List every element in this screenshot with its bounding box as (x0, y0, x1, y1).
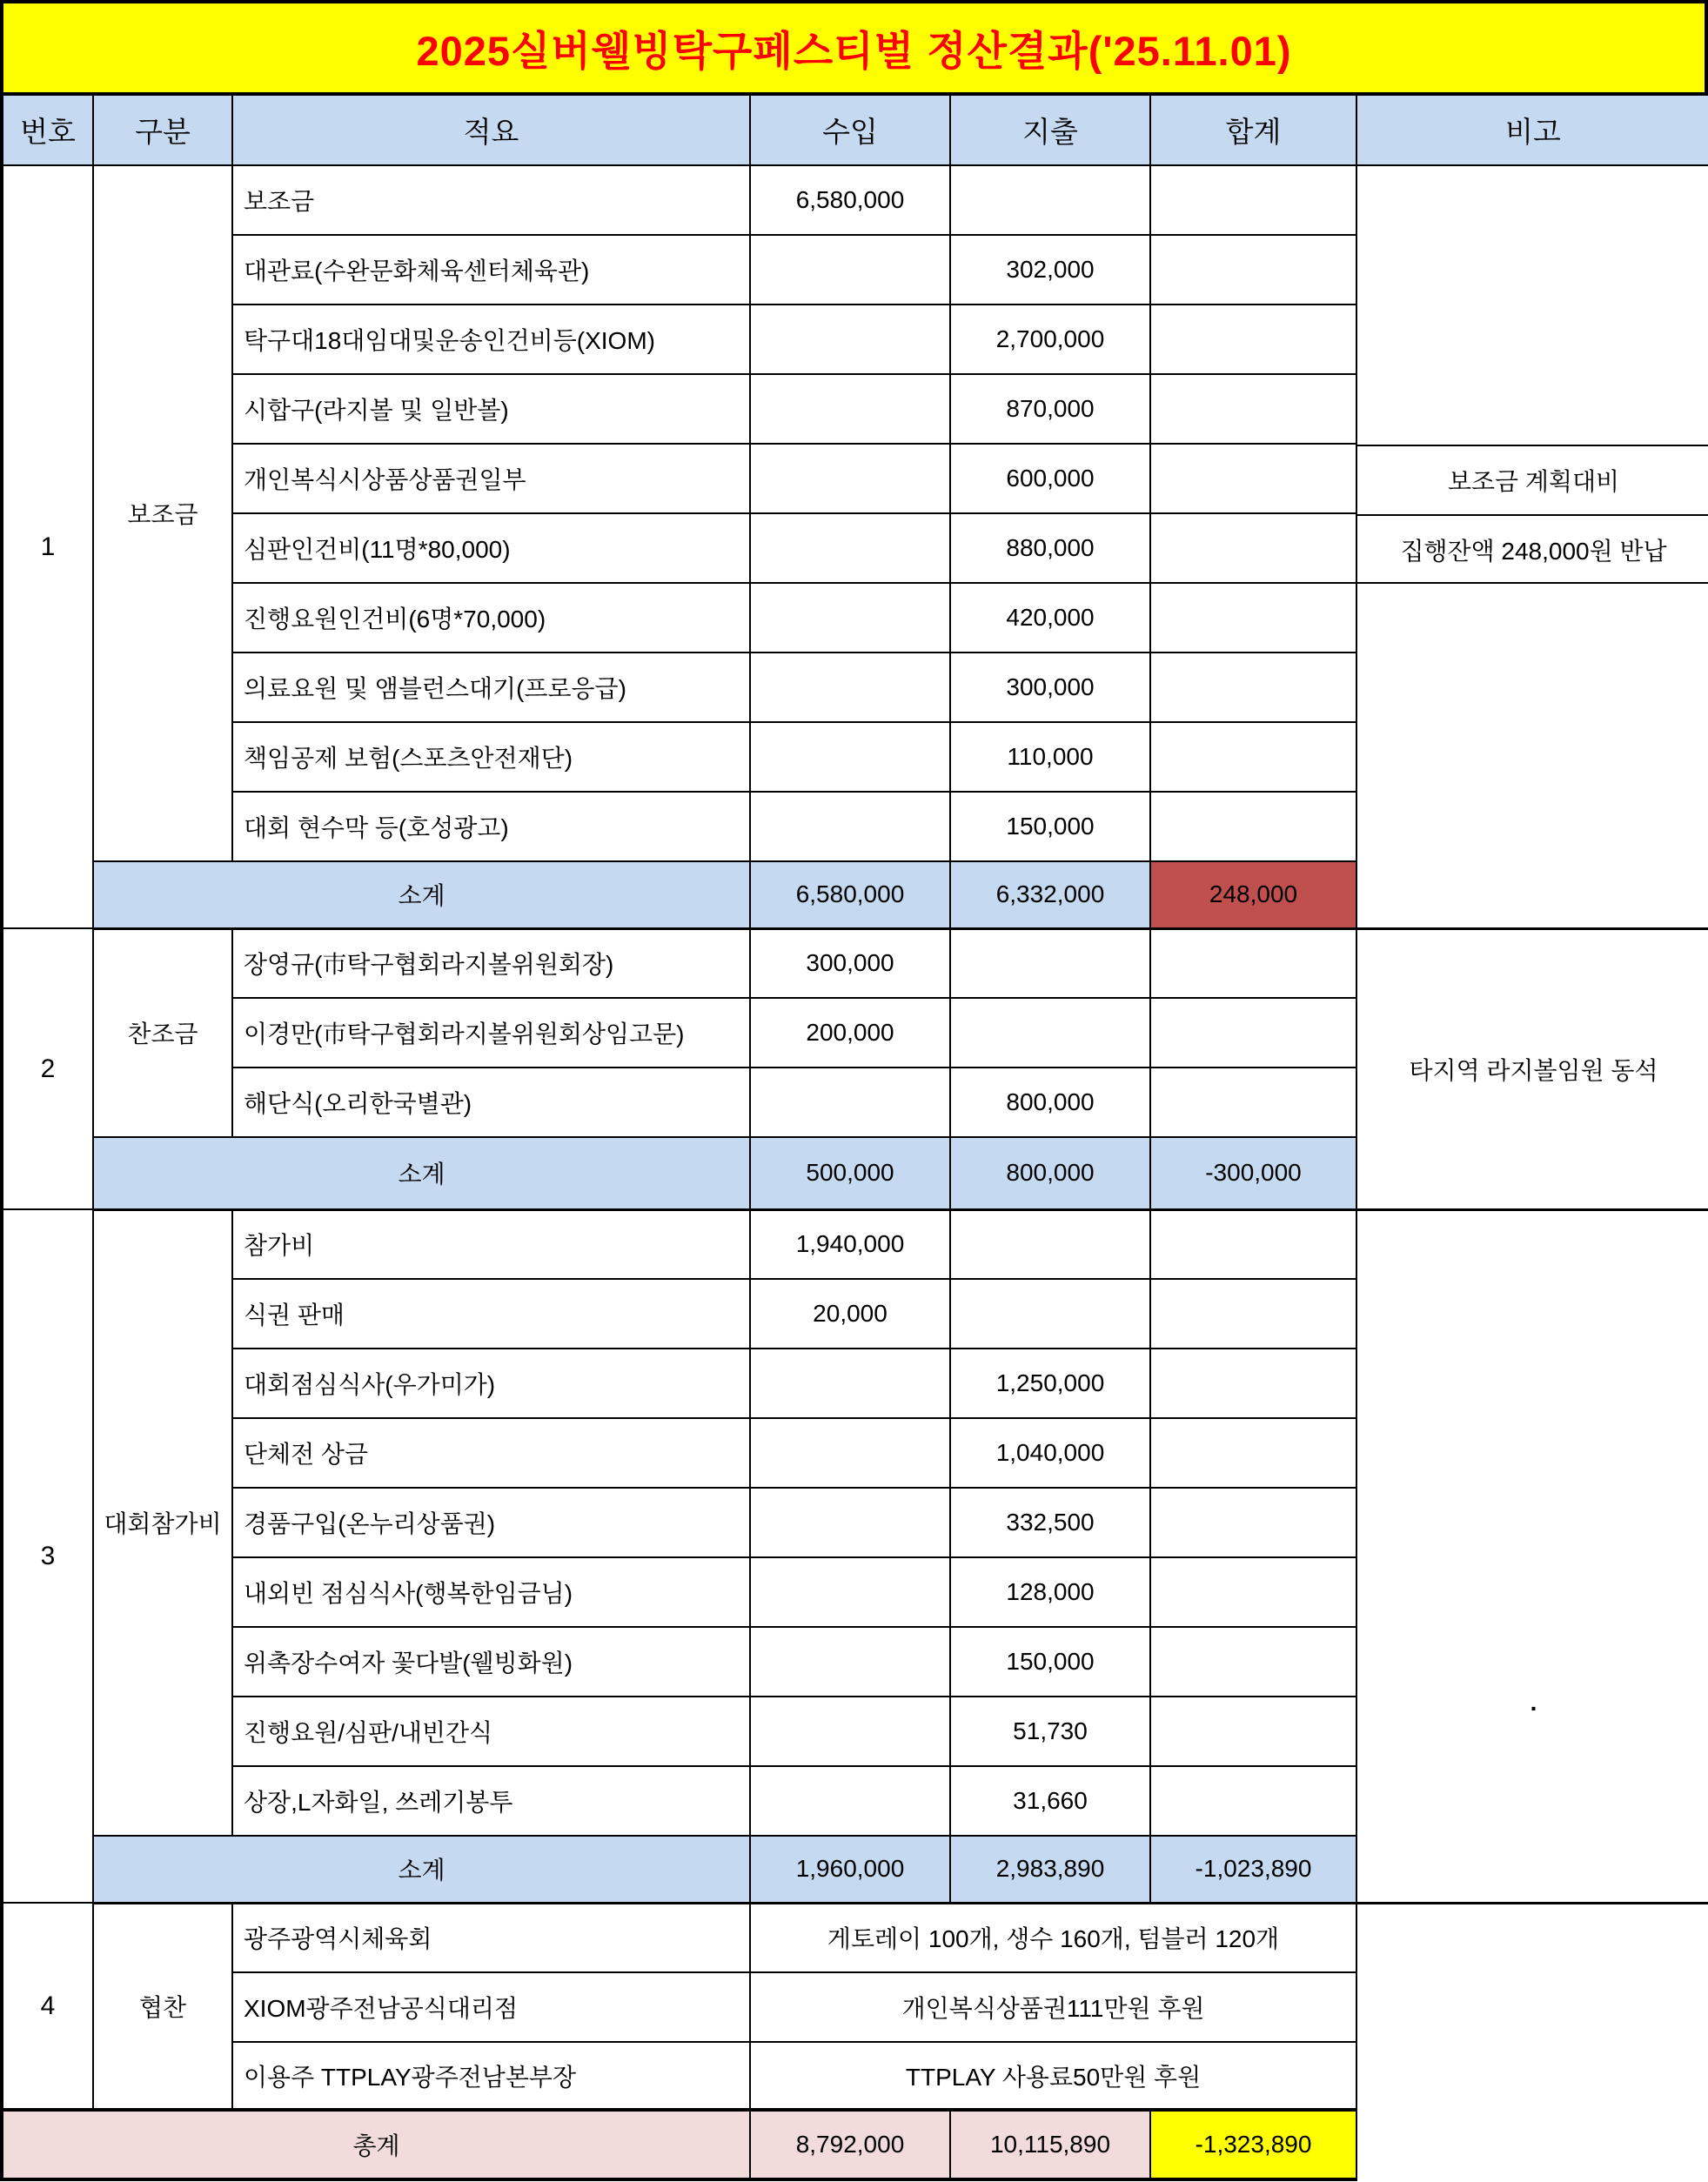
income-cell: 1,940,000 (750, 1209, 950, 1279)
income-cell (750, 305, 950, 374)
header-description: 적요 (232, 96, 750, 165)
desc-cell: 해단식(오리한국별관) (232, 1068, 750, 1137)
table-row (2, 1209, 1708, 1279)
expense-cell: 300,000 (950, 653, 1150, 722)
total-cell (1150, 1627, 1356, 1697)
section2-category: 찬조금 (93, 928, 232, 1137)
total-cell (1150, 374, 1356, 444)
grand-total-row (2, 2110, 1708, 2179)
expense-cell: 2,700,000 (950, 305, 1150, 374)
income-cell (750, 1627, 950, 1697)
income-cell: 6,580,000 (750, 165, 950, 235)
expense-cell (950, 165, 1150, 235)
grand-total-expense: 10,115,890 (950, 2110, 1150, 2179)
expense-cell (950, 998, 1150, 1068)
income-cell (750, 722, 950, 792)
sponsor-detail-cell: TTPLAY 사용료50만원 후원 (750, 2042, 1356, 2110)
desc-cell: 상장,L자화일, 쓰레기봉투 (232, 1766, 750, 1836)
total-cell (1150, 1279, 1356, 1349)
subtotal-label: 소계 (93, 861, 750, 928)
expense-cell: 31,660 (950, 1766, 1150, 1836)
desc-cell: 이용주 TTPLAY광주전남본부장 (232, 2042, 750, 2110)
desc-cell: 심판인건비(11명*80,000) (232, 513, 750, 583)
desc-cell: 개인복식시상품상품권일부 (232, 444, 750, 513)
expense-cell (950, 1279, 1150, 1349)
subtotal-label: 소계 (93, 1836, 750, 1903)
income-cell (750, 1349, 950, 1418)
income-cell (750, 235, 950, 305)
section1-remark (1356, 165, 1708, 928)
total-cell (1150, 444, 1356, 513)
total-cell (1150, 792, 1356, 861)
total-cell (1150, 305, 1356, 374)
desc-cell: 광주광역시체육회 (232, 1903, 750, 1972)
income-cell (750, 1418, 950, 1488)
expense-cell: 1,250,000 (950, 1349, 1150, 1418)
desc-cell: 진행요원인건비(6명*70,000) (232, 583, 750, 653)
expense-cell: 110,000 (950, 722, 1150, 792)
grand-total-income: 8,792,000 (750, 2110, 950, 2179)
expense-cell: 800,000 (950, 1068, 1150, 1137)
page-title: 2025실버웰빙탁구페스티벌 정산결과('25.11.01) (0, 0, 1708, 96)
total-cell (1150, 1068, 1356, 1137)
expense-cell: 1,040,000 (950, 1418, 1150, 1488)
subtotal-expense: 2,983,890 (950, 1836, 1150, 1903)
desc-cell: 시합구(라지볼 및 일반볼) (232, 374, 750, 444)
section2-remark (1356, 928, 1708, 1209)
header-remark: 비고 (1356, 96, 1708, 165)
remark-note-line: 집행잔액 248,000원 반납 (1357, 514, 1708, 584)
total-cell (1150, 722, 1356, 792)
header-total: 합계 (1150, 96, 1356, 165)
desc-cell: 장영규(市탁구협회라지볼위원회장) (232, 928, 750, 998)
total-cell (1150, 1349, 1356, 1418)
grand-total-balance: -1,323,890 (1150, 2110, 1356, 2179)
desc-cell: 식권 판매 (232, 1279, 750, 1349)
subtotal-label: 소계 (93, 1137, 750, 1209)
income-cell (750, 653, 950, 722)
total-cell (1150, 1697, 1356, 1766)
subtotal-total: -1,023,890 (1150, 1836, 1356, 1903)
subtotal-income: 500,000 (750, 1137, 950, 1209)
desc-cell: 대관료(수완문화체육센터체육관) (232, 235, 750, 305)
section4-number: 4 (2, 1903, 93, 2110)
income-cell (750, 444, 950, 513)
expense-cell (950, 1209, 1150, 1279)
expense-cell: 332,500 (950, 1488, 1150, 1557)
expense-cell: 150,000 (950, 1627, 1150, 1697)
desc-cell: 단체전 상금 (232, 1418, 750, 1488)
desc-cell: 이경만(市탁구협회라지볼위원회상임고문) (232, 998, 750, 1068)
expense-cell: 302,000 (950, 235, 1150, 305)
total-cell (1150, 1418, 1356, 1488)
table-row (2, 165, 1708, 235)
total-cell (1150, 1557, 1356, 1627)
section4-remark (1356, 1903, 1708, 2110)
income-cell: 300,000 (750, 928, 950, 998)
desc-cell: XIOM광주전남공식대리점 (232, 1972, 750, 2042)
desc-cell: 의료요원 및 앰블런스대기(프로응급) (232, 653, 750, 722)
desc-cell: 경품구입(온누리상품권) (232, 1488, 750, 1557)
income-cell (750, 1557, 950, 1627)
total-cell (1150, 998, 1356, 1068)
expense-cell: 600,000 (950, 444, 1150, 513)
desc-cell: 대회점심식사(우가미가) (232, 1349, 750, 1418)
total-cell (1150, 928, 1356, 998)
desc-cell: 대회 현수막 등(호성광고) (232, 792, 750, 861)
remark-text: 타지역 라지볼임원 동석 (1409, 1056, 1658, 1084)
desc-cell: 내외빈 점심식사(행복한임금님) (232, 1557, 750, 1627)
section2-number: 2 (2, 928, 93, 1209)
desc-cell: 참가비 (232, 1209, 750, 1279)
subtotal-total: 248,000 (1150, 861, 1356, 928)
subtotal-total: -300,000 (1150, 1137, 1356, 1209)
subtotal-expense: 800,000 (950, 1137, 1150, 1209)
desc-cell: 보조금 (232, 165, 750, 235)
desc-cell: 위촉장수여자 꽃다발(웰빙화원) (232, 1627, 750, 1697)
income-cell (750, 792, 950, 861)
total-cell (1150, 1488, 1356, 1557)
total-cell (1150, 165, 1356, 235)
section1-category: 보조금 (93, 165, 232, 861)
income-cell (750, 1766, 950, 1836)
expense-cell: 128,000 (950, 1557, 1150, 1627)
remark-note-line: 보조금 계획대비 (1447, 468, 1620, 495)
table-row (2, 928, 1708, 998)
expense-cell: 880,000 (950, 513, 1150, 583)
expense-cell: 870,000 (950, 374, 1150, 444)
header-row (2, 96, 1708, 165)
subtotal-income: 6,580,000 (750, 861, 950, 928)
income-cell: 20,000 (750, 1279, 950, 1349)
expense-cell: 51,730 (950, 1697, 1150, 1766)
sponsor-detail-cell: 게토레이 100개, 생수 160개, 텀블러 120개 (750, 1903, 1356, 1972)
total-cell (1150, 1209, 1356, 1279)
total-cell (1150, 583, 1356, 653)
section3-number: 3 (2, 1209, 93, 1903)
section3-remark (1356, 1209, 1708, 1903)
section1-number: 1 (2, 165, 93, 928)
expense-cell: 420,000 (950, 583, 1150, 653)
grand-total-remark (1356, 2110, 1708, 2179)
table-row (2, 1903, 1708, 1972)
grand-total-label: 총계 (2, 2110, 750, 2179)
section4-category: 협찬 (93, 1903, 232, 2110)
subtotal-income: 1,960,000 (750, 1836, 950, 1903)
income-cell (750, 1697, 950, 1766)
subtotal-expense: 6,332,000 (950, 861, 1150, 928)
remark-note-box (1357, 445, 1708, 584)
desc-cell: 책임공제 보험(스포츠안전재단) (232, 722, 750, 792)
income-cell (750, 1488, 950, 1557)
total-cell (1150, 513, 1356, 583)
desc-cell: 탁구대18대임대및운송인건비등(XIOM) (232, 305, 750, 374)
section3-category: 대회참가비 (93, 1209, 232, 1836)
total-cell (1150, 653, 1356, 722)
total-cell (1150, 235, 1356, 305)
income-cell (750, 513, 950, 583)
income-cell: 200,000 (750, 998, 950, 1068)
header-income: 수입 (750, 96, 950, 165)
header-expense: 지출 (950, 96, 1150, 165)
sponsor-detail-cell: 개인복식상품권111만원 후원 (750, 1972, 1356, 2042)
desc-cell: 진행요원/심판/내빈간식 (232, 1697, 750, 1766)
settlement-table (0, 96, 1708, 2181)
total-cell (1150, 1766, 1356, 1836)
expense-cell: 150,000 (950, 792, 1150, 861)
header-no: 번호 (2, 96, 93, 165)
income-cell (750, 1068, 950, 1137)
income-cell (750, 374, 950, 444)
expense-cell (950, 928, 1150, 998)
income-cell (750, 583, 950, 653)
header-category: 구분 (93, 96, 232, 165)
remark-dot: . (1530, 1688, 1537, 1716)
